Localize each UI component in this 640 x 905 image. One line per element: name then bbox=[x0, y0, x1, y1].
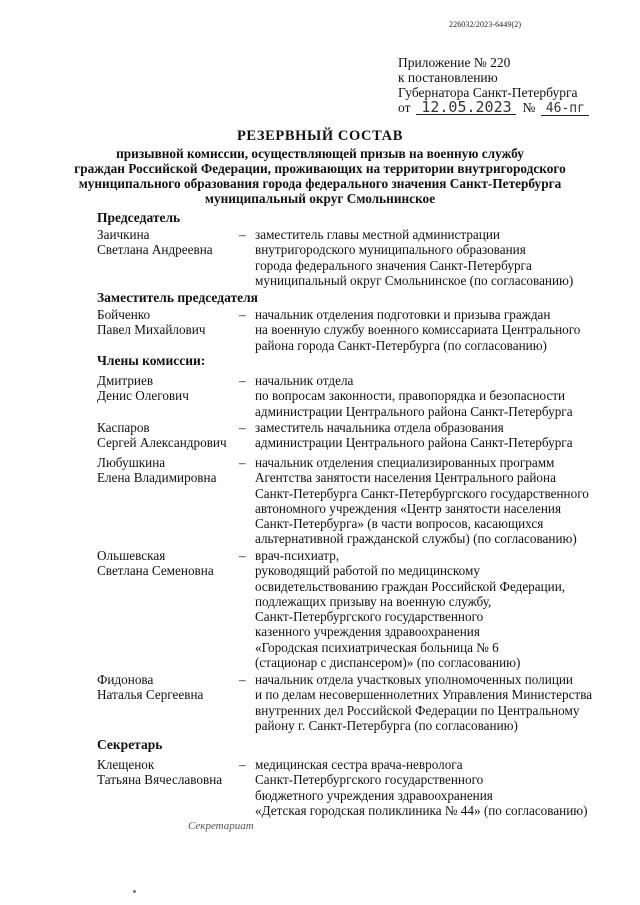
position-line: начальник отделения специализированных программ bbox=[255, 455, 555, 470]
subtitle-line: граждан Российской Федерации, проживающих на территории внутригородского bbox=[74, 161, 566, 176]
position-line: внутренних дел Российской Федерации по Центральному bbox=[255, 702, 580, 718]
dash: – bbox=[239, 455, 246, 470]
surname: Любушкина bbox=[97, 455, 166, 470]
member-position bbox=[255, 373, 620, 419]
position-line: администрации Центрального района Санкт-Петербурга bbox=[255, 435, 573, 451]
subtitle-line: призывной комиссии, осуществляющей призыв на военную службу bbox=[116, 146, 524, 161]
position-line: района города Санкт-Петербурга (по согласованию) bbox=[255, 337, 547, 353]
scan-speck bbox=[133, 890, 136, 893]
position-line: начальник отделения подготовки и призыва граждан bbox=[255, 307, 551, 322]
position-line: бюджетного учреждения здравоохранения bbox=[255, 787, 493, 803]
position-line: заместитель начальника отдела образования bbox=[255, 420, 504, 435]
subtitle-line: муниципальный округ Смольнинское bbox=[204, 191, 436, 206]
position-line: «Детская городская поликлиника № 44» (по согласованию) bbox=[255, 802, 588, 818]
document-id: 226032/2023-6449(2) bbox=[449, 20, 522, 29]
member-name bbox=[97, 455, 242, 486]
member-name bbox=[97, 373, 242, 404]
document-title bbox=[70, 128, 570, 206]
position-line: администрации Центрального района Санкт-Петербурга bbox=[255, 403, 573, 419]
member-name bbox=[97, 307, 242, 338]
given-names: Светлана Семеновна bbox=[97, 563, 214, 579]
section-deputy: Заместитель председателя bbox=[97, 290, 258, 305]
member-name bbox=[97, 420, 242, 451]
position-line: Санкт-Петербурга Санкт-Петербургского государственного bbox=[255, 485, 589, 501]
position-line: Санкт-Петербургского государственного bbox=[255, 609, 484, 625]
position-line: «Городская психиатрическая больница № 6 bbox=[255, 639, 499, 655]
title-subtitle bbox=[70, 146, 570, 206]
dash: – bbox=[239, 672, 246, 687]
given-names: Елена Владимировна bbox=[97, 470, 217, 486]
dash: – bbox=[239, 420, 246, 435]
member-name bbox=[97, 672, 242, 703]
from-label: от bbox=[398, 100, 411, 115]
position-line: району г. Санкт-Петербурга (по согласованию) bbox=[255, 717, 518, 733]
member-position bbox=[255, 672, 620, 733]
footer-stamp-text: Секретариат bbox=[188, 820, 254, 832]
appendix-date-row bbox=[398, 100, 589, 116]
position-line: автономного учреждения «Центр занятости населения bbox=[255, 500, 562, 516]
dash: – bbox=[239, 373, 246, 388]
member-position bbox=[255, 420, 620, 451]
member-name bbox=[97, 227, 242, 258]
position-line: Санкт-Петербургского государственного bbox=[255, 772, 484, 788]
given-names: Татьяна Вячеславовна bbox=[97, 772, 223, 788]
member-position bbox=[255, 227, 620, 288]
position-line: руководящий работой по медицинскому bbox=[255, 563, 480, 579]
dash: – bbox=[239, 757, 246, 772]
position-line: подлежащих призыву на военную службу, bbox=[255, 593, 492, 609]
dash: – bbox=[239, 307, 246, 322]
position-line: начальник отдела bbox=[255, 373, 354, 388]
position-line: муниципальный округ Смольнинское (по согласованию) bbox=[255, 272, 574, 288]
given-names: Денис Олегович bbox=[97, 388, 189, 404]
decree-number: 46-пг bbox=[541, 102, 589, 116]
surname: Бойченко bbox=[97, 307, 151, 322]
position-line: начальник отдела участковых уполномоченных полиции bbox=[255, 672, 573, 687]
position-line: альтернативной гражданской службы) (по согласованию) bbox=[255, 531, 577, 547]
position-line: Санкт-Петербурга» (в части вопросов, касающихся bbox=[255, 516, 544, 532]
surname: Ольшевская bbox=[97, 548, 166, 563]
decree-date: 12.05.2023 bbox=[416, 101, 516, 115]
member-position bbox=[255, 455, 620, 547]
number-label: № bbox=[522, 100, 536, 115]
given-names: Павел Михайлович bbox=[97, 322, 206, 338]
given-names: Наталья Сергеевна bbox=[97, 687, 204, 703]
surname: Фидонова bbox=[97, 672, 154, 687]
member-position bbox=[255, 548, 620, 670]
member-name bbox=[97, 548, 242, 579]
section-members: Члены комиссии: bbox=[97, 353, 206, 368]
position-line: (стационар с диспансером)» (по согласованию) bbox=[255, 655, 521, 671]
member-position bbox=[255, 307, 620, 353]
position-line: казенного учреждения здравоохранения bbox=[255, 624, 480, 640]
member-position bbox=[255, 757, 620, 818]
position-line: города федерального значения Санкт-Петербурга bbox=[255, 257, 532, 273]
subtitle-line: муниципального образования города федерального значения Санкт-Петербурга bbox=[78, 176, 562, 191]
position-line: врач-психиатр, bbox=[255, 548, 340, 563]
section-chairman: Председатель bbox=[97, 210, 181, 225]
surname: Каспаров bbox=[97, 420, 150, 435]
surname: Клещенок bbox=[97, 757, 155, 772]
given-names: Светлана Андреевна bbox=[97, 242, 213, 258]
position-line: и по делам несовершеннолетних Управления Министерства bbox=[255, 687, 593, 703]
dash: – bbox=[239, 548, 246, 563]
appendix-line-1: Приложение № 220 bbox=[398, 55, 511, 70]
title-main: РЕЗЕРВНЫЙ СОСТАВ bbox=[236, 128, 404, 144]
position-line: на военную службу военного комиссариата Центрального bbox=[255, 322, 581, 338]
position-line: медицинская сестра врача-невролога bbox=[255, 757, 463, 772]
appendix-line-3: Губернатора Санкт-Петербурга bbox=[398, 85, 578, 100]
position-line: по вопросам законности, правопорядка и безопасности bbox=[255, 388, 566, 404]
section-secretary: Секретарь bbox=[97, 737, 163, 752]
given-names: Сергей Александрович bbox=[97, 435, 227, 451]
position-line: Агентства занятости населения Центрального района bbox=[255, 470, 556, 486]
member-name bbox=[97, 757, 242, 788]
position-line: освидетельствованию граждан Российской Федерации, bbox=[255, 578, 566, 594]
appendix-header bbox=[398, 55, 589, 116]
surname: Заичкина bbox=[97, 227, 150, 242]
position-line: заместитель главы местной администрации bbox=[255, 227, 500, 242]
dash: – bbox=[239, 227, 246, 242]
surname: Дмитриев bbox=[97, 373, 154, 388]
position-line: внутригородского муниципального образования bbox=[255, 242, 526, 258]
appendix-line-2: к постановлению bbox=[398, 70, 498, 85]
